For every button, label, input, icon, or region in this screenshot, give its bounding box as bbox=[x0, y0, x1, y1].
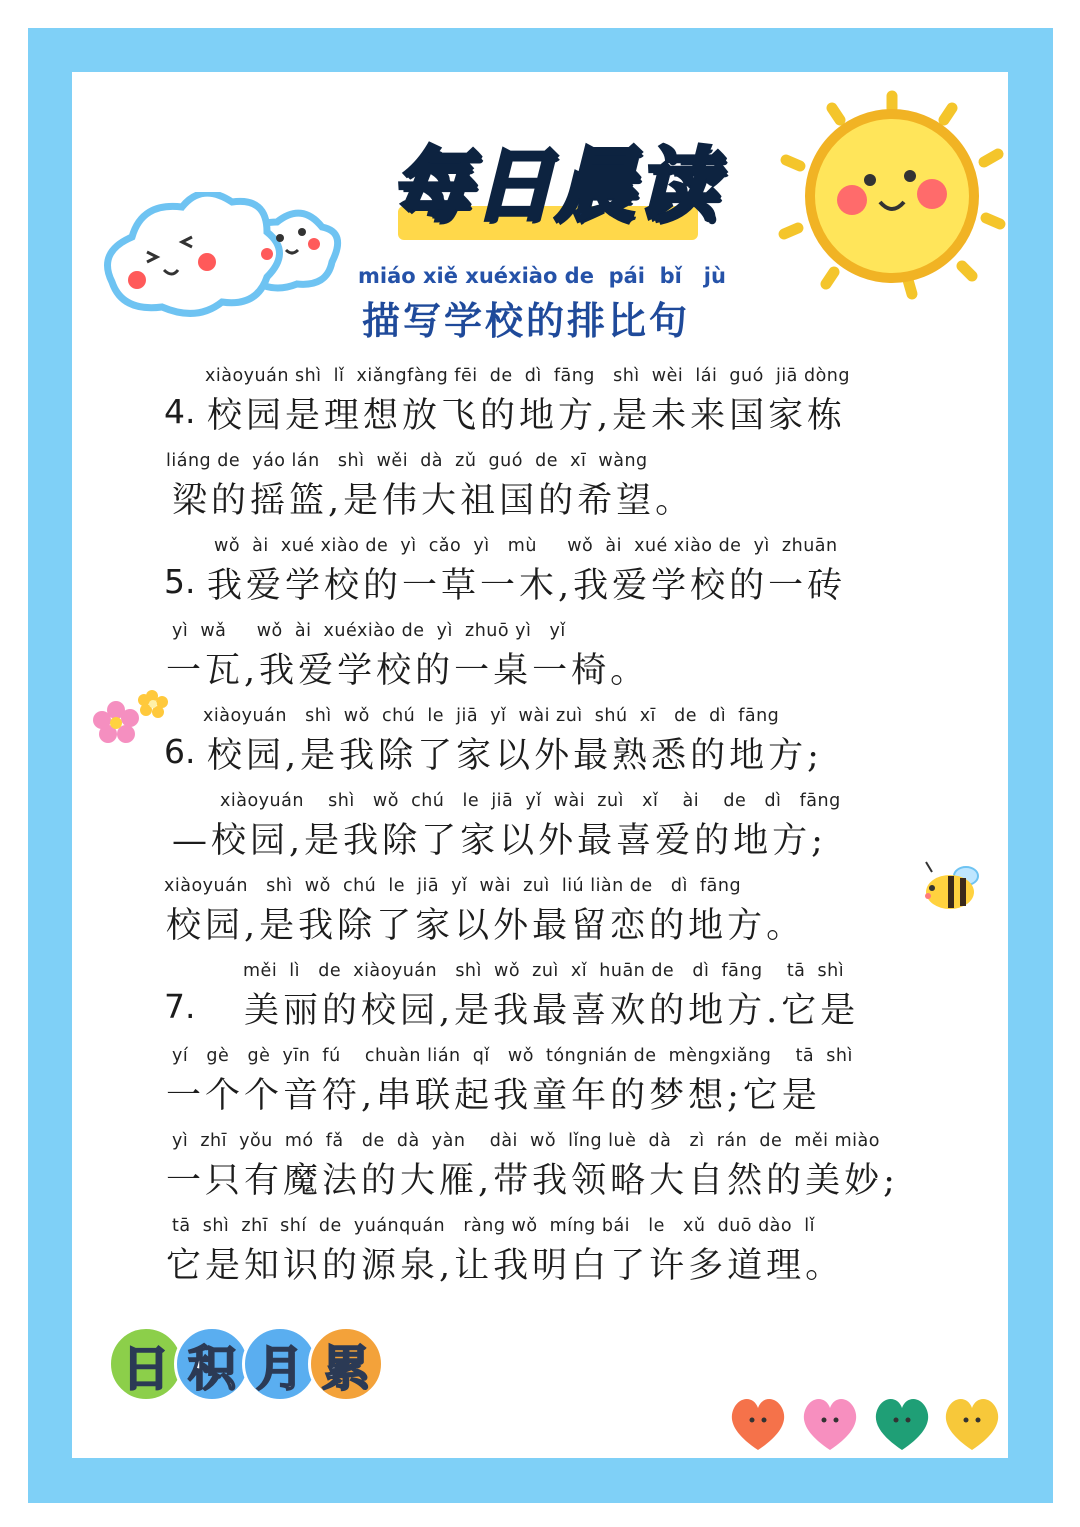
pinyin-line: xiàoyuán shì lǐ xiǎngfàng fēi de dì fāng shì wèi lái guó jiā dòng bbox=[205, 366, 850, 386]
badge-yue: 月 bbox=[242, 1326, 318, 1402]
hanzi-line: 一只有魔法的大雁,带我领略大自然的美妙; bbox=[166, 1161, 899, 1201]
subtitle: 描写学校的排比句 bbox=[362, 298, 691, 343]
bee-icon bbox=[916, 858, 986, 916]
badge-lei: 累 bbox=[308, 1326, 384, 1402]
subtitle-pinyin: miáo xiě xuéxiào de pái bǐ jù bbox=[358, 264, 726, 288]
item-number: 4. bbox=[164, 392, 196, 431]
item-number: 5. bbox=[164, 562, 196, 601]
hanzi-line: 校园,是我除了家以外最留恋的地方。 bbox=[166, 906, 806, 946]
badge-ji: 积 bbox=[174, 1326, 250, 1402]
item-number: 7. bbox=[164, 987, 196, 1026]
item-number: 6. bbox=[164, 732, 196, 771]
pinyin-line: xiàoyuán shì wǒ chú le jiā yǐ wài zuì shú xī de dì fāng bbox=[203, 706, 780, 726]
hanzi-line: 校园,是我除了家以外最熟悉的地方; bbox=[207, 736, 823, 776]
pinyin-line: yí gè gè yīn fú chuàn lián qǐ wǒ tóngnián de mèngxiǎng tā shì bbox=[172, 1046, 853, 1066]
sun-icon bbox=[772, 84, 1012, 309]
hanzi-line: 我爱学校的一草一木,我爱学校的一砖 bbox=[207, 566, 847, 606]
pinyin-line: yì zhī yǒu mó fǎ de dà yàn dài wǒ lǐng luè dà zì rán de měi miào bbox=[172, 1131, 880, 1151]
footer-badges bbox=[108, 1326, 388, 1402]
pinyin-line: xiàoyuán shì wǒ chú le jiā yǐ wài zuì liú liàn de dì fāng bbox=[164, 876, 742, 896]
pinyin-line: liáng de yáo lán shì wěi dà zǔ guó de xī wàng bbox=[166, 451, 648, 471]
hanzi-line: 校园是理想放飞的地方,是未来国家栋 bbox=[207, 396, 847, 436]
pinyin-line: wǒ ài xué xiào de yì cǎo yì mù wǒ ài xué xiào de yì zhuān bbox=[214, 536, 838, 556]
pinyin-line: yì wǎ wǒ ài xuéxiào de yì zhuō yì yǐ bbox=[172, 621, 566, 641]
pinyin-line: tā shì zhī shí de yuánquán ràng wǒ míng bái le xǔ duō dào lǐ bbox=[172, 1216, 815, 1236]
hanzi-line: 美丽的校园,是我最喜欢的地方.它是 bbox=[244, 991, 860, 1031]
hanzi-line: 它是知识的源泉,让我明白了许多道理。 bbox=[166, 1246, 845, 1286]
hanzi-line: 梁的摇篮,是伟大祖国的希望。 bbox=[172, 481, 695, 521]
pinyin-line: měi lì de xiàoyuán shì wǒ zuì xǐ huān de dì fāng tā shì bbox=[243, 961, 845, 981]
hanzi-line: 一瓦,我爱学校的一桌一椅。 bbox=[166, 651, 650, 691]
page-title: 每日晨读 bbox=[391, 139, 719, 232]
cloud-faces-icon bbox=[92, 192, 342, 327]
hanzi-line: —校园,是我除了家以外最喜爱的地方; bbox=[172, 821, 827, 861]
hearts-icon bbox=[726, 1390, 1006, 1456]
badge-ri: 日 bbox=[108, 1326, 184, 1402]
flower-icon bbox=[92, 688, 174, 750]
pinyin-line: xiàoyuán shì wǒ chú le jiā yǐ wài zuì xǐ ài de dì fāng bbox=[220, 791, 841, 811]
title-block bbox=[390, 138, 730, 248]
hanzi-line: 一个个音符,串联起我童年的梦想;它是 bbox=[166, 1076, 821, 1116]
